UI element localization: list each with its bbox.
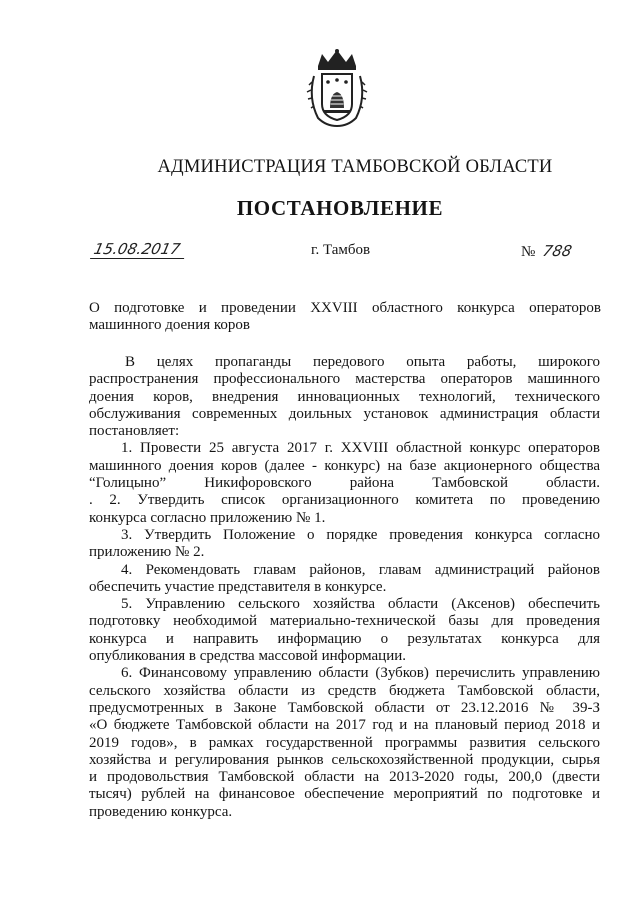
body-line: “Голицыно” Никифоровского района Тамбовской области. (89, 475, 600, 492)
handwritten-number: 788 (541, 242, 574, 260)
handwritten-date: 15.08.2017 (90, 240, 188, 259)
body-line: В целях пропаганды передового опыта работы, широкого (125, 354, 600, 370)
body-line: обеспечить участие представителя в конкурсе. (89, 578, 387, 595)
title-line: О подготовке и проведении XXVIII областного конкурса операторов (89, 300, 601, 316)
body-line: опубликования в средства массовой информации. (89, 648, 407, 665)
number-sign: № (521, 244, 536, 260)
body-line: 1. Провести 25 августа 2017 г. XXVIII областной конкурс операторов (121, 440, 600, 457)
body-line: предусмотренных в Законе Тамбовской области от 23.12.2016 № 39-З (89, 699, 600, 716)
body-line: . 2. Утвердить список организационного комитета по проведению (89, 492, 600, 509)
body-line: хозяйства и регулирования рынков сельскохозяйственной продукции, сырья (89, 751, 600, 768)
body-line: сельского хозяйства области из средств бюджета Тамбовской области, (89, 682, 600, 699)
body-line: 5. Управлению сельского хозяйства области (Аксенов) обеспечить (121, 596, 600, 613)
document-number (521, 242, 572, 261)
document-title (89, 300, 601, 334)
body-line: распространения профессионального мастерства операторов машинного (89, 371, 600, 388)
agency-name: АДМИНИСТРАЦИЯ ТАМБОВСКОЙ ОБЛАСТИ (157, 157, 553, 177)
body-line: подготовку необходимой материально-технической базы для проведения (89, 613, 600, 630)
body-line: проведению конкурса. (89, 803, 233, 820)
tambov-coat-of-arms-icon (306, 48, 368, 128)
body-line: постановляет: (89, 423, 180, 440)
body-line: доения коров, внедрения инновационных технологий, технического (89, 388, 600, 405)
body-line: конкурса и направить информацию о результатах конкурса для (89, 630, 600, 647)
document-body (89, 354, 600, 821)
body-line: «О бюджете Тамбовской области на 2017 год и на плановый период 2018 и (89, 717, 600, 734)
body-line: конкурса согласно приложению № 1. (89, 509, 326, 526)
body-line: приложению № 2. (89, 544, 205, 561)
document-type-heading: ПОСТАНОВЛЕНИЕ (236, 196, 444, 220)
body-line: машинного доения коров (далее - конкурс) на базе акционерного общества (89, 457, 600, 474)
body-line: тысяч) рублей на финансовое обеспечение мероприятий по подготовке и (89, 786, 600, 803)
body-line: 3. Утвердить Положение о порядке проведения конкурса согласно (121, 526, 600, 543)
document-date (92, 240, 186, 259)
body-line: 2019 годов», в рамках государственной программы развития сельского (89, 734, 600, 751)
title-line: машинного доения коров (89, 317, 250, 333)
document-city: г. Тамбов (311, 242, 371, 258)
body-line: и продовольствия Тамбовской области на 2013-2020 годы, 200,0 (двести (89, 769, 600, 786)
body-line: 4. Рекомендовать главам районов, главам администраций районов (121, 561, 600, 578)
body-line: обслуживания современных доильных установок администрация области (89, 405, 600, 422)
body-line: 6. Финансовому управлению области (Зубков) перечислить управлению (121, 665, 600, 682)
